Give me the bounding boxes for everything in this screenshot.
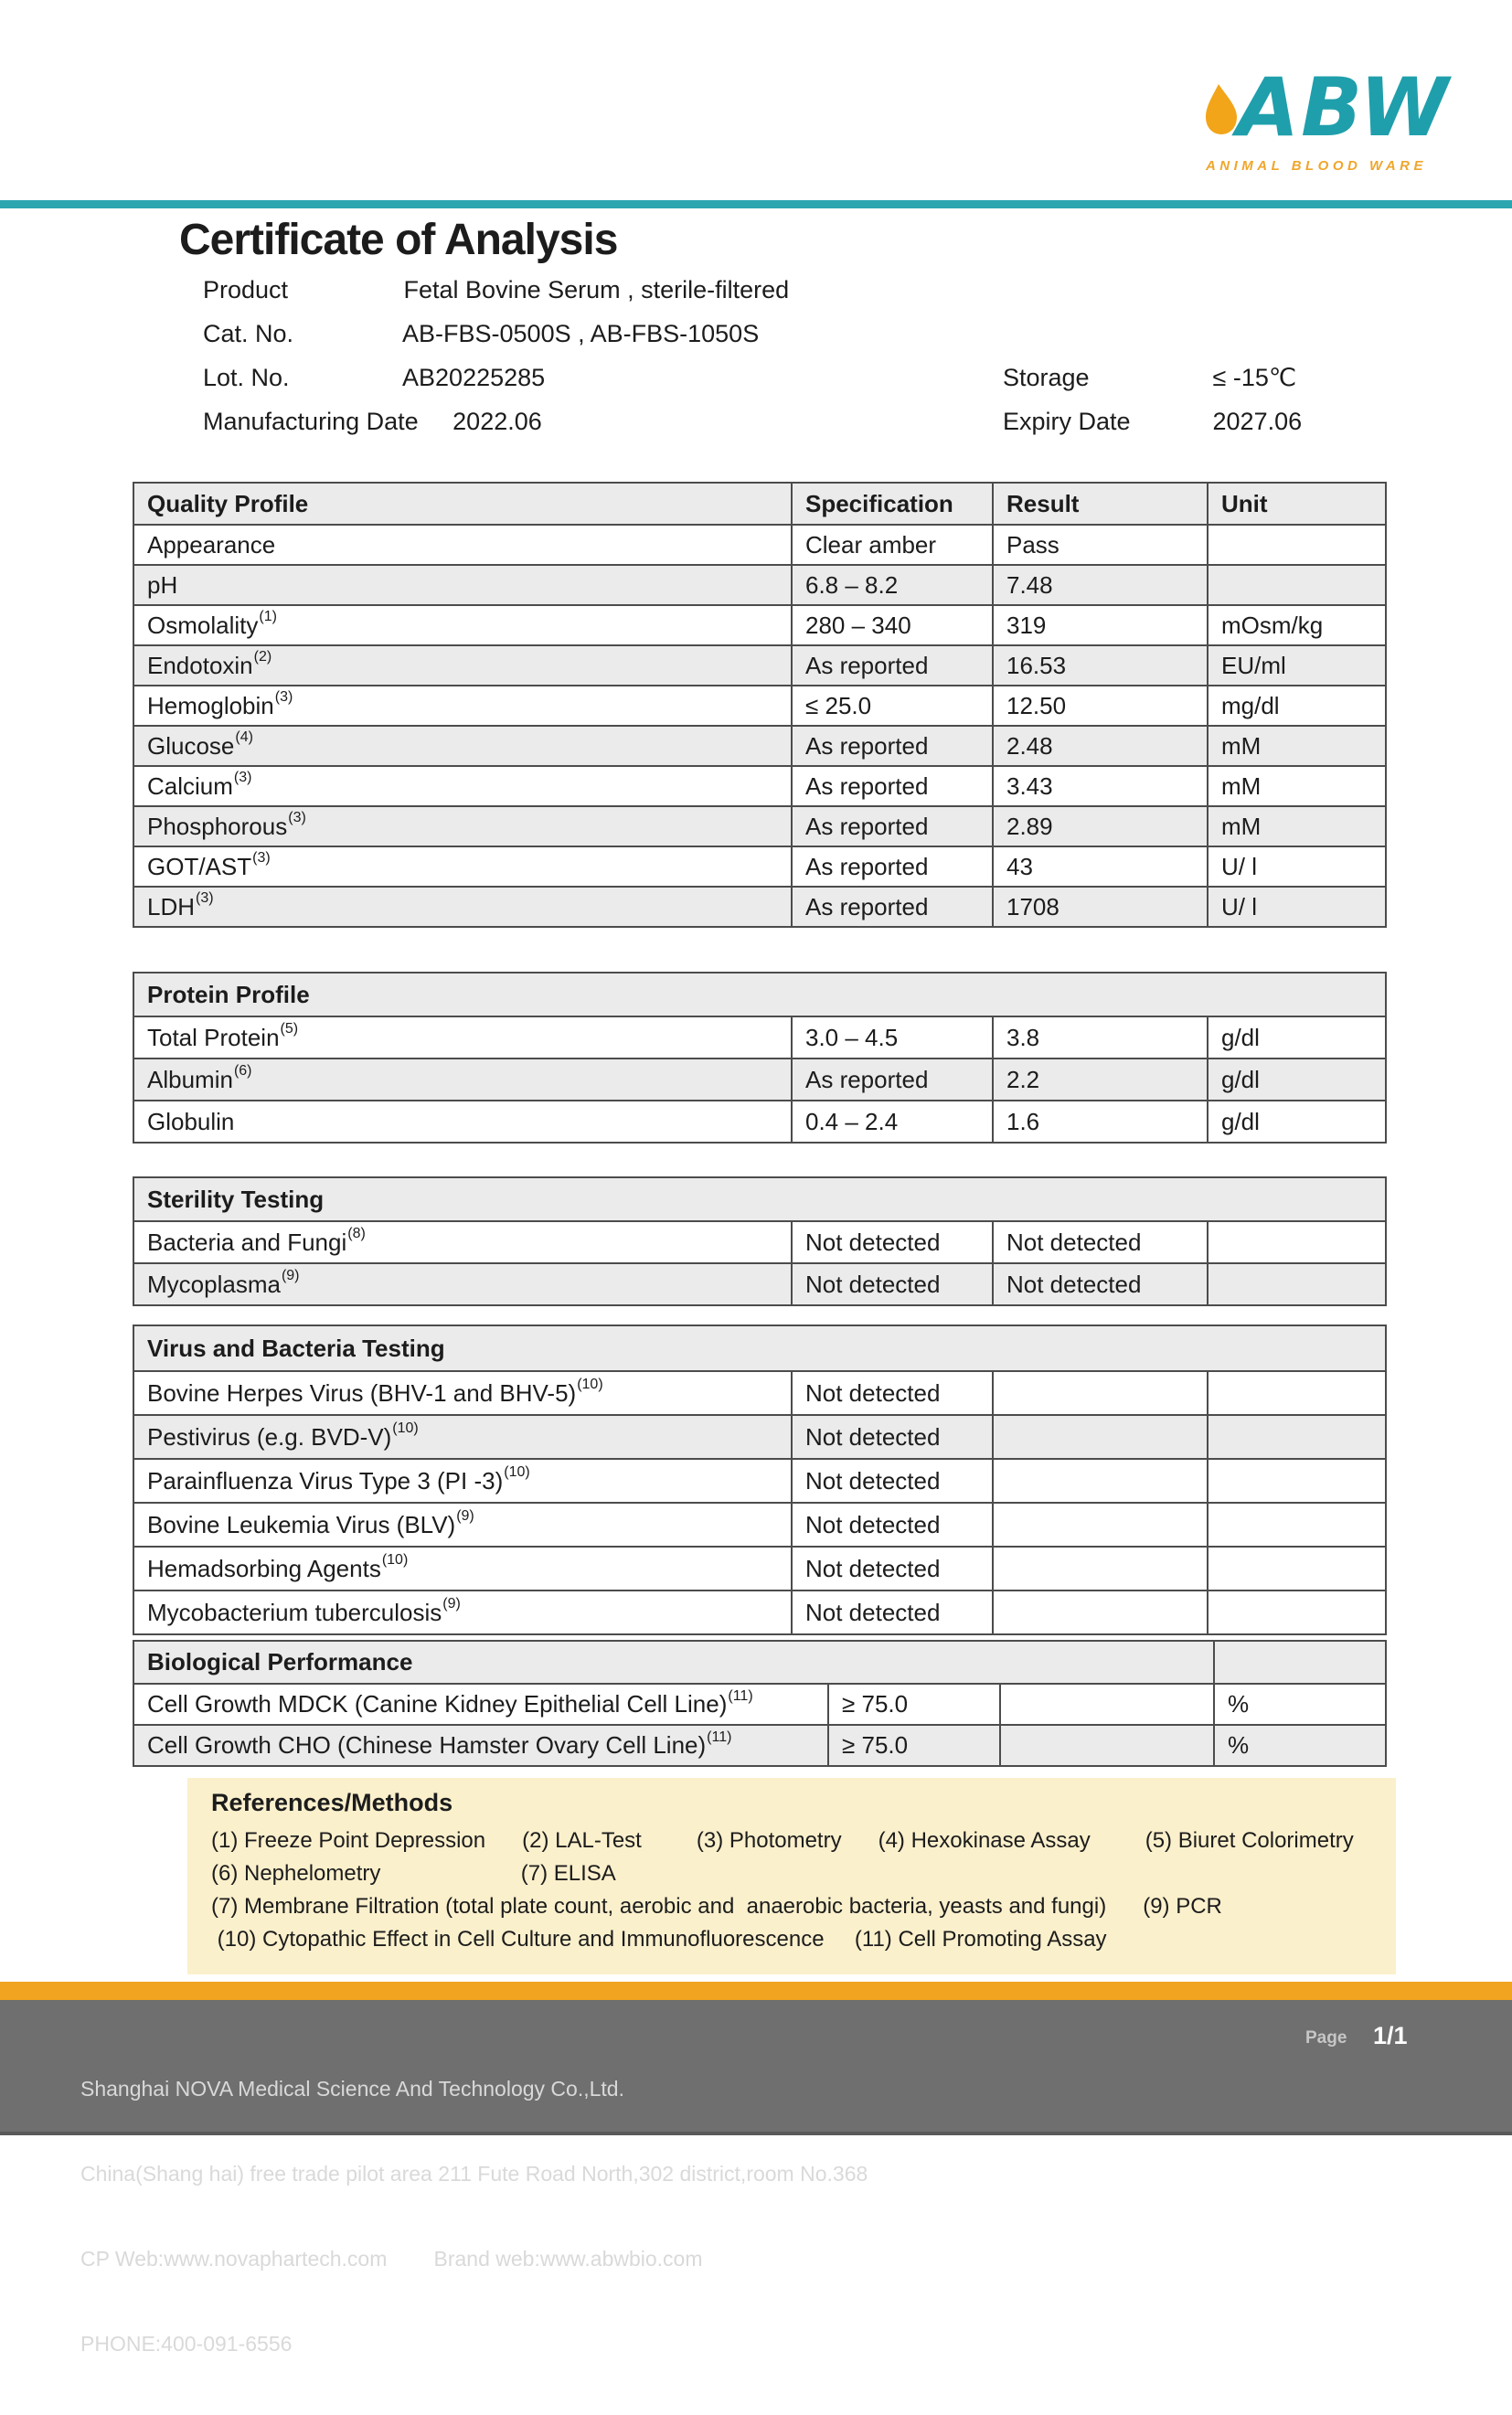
quality-profile-table	[133, 482, 1387, 928]
footer-accent-bar	[0, 1982, 1512, 2000]
table-row	[134, 604, 1385, 644]
cell-unit: %	[1228, 1690, 1250, 1718]
table-row	[134, 1683, 1385, 1724]
cell-name: Phosphorous (3)	[134, 807, 793, 846]
cell-unit: U/ l	[1221, 852, 1257, 880]
table-row	[134, 644, 1385, 685]
page-title: Certificate of Analysis	[179, 216, 618, 264]
cell-name: Mycoplasma (9)	[134, 1264, 793, 1304]
cell-unit: g/dl	[1221, 1023, 1260, 1051]
cell-spec: 3.0 – 4.5	[793, 1017, 994, 1058]
cell-result: 319	[994, 606, 1209, 644]
cell-unit: U/ l	[1221, 892, 1257, 920]
cell-name: Glucose (4)	[134, 727, 793, 765]
sterility-testing-table	[133, 1176, 1387, 1306]
cell-name: LDH (3)	[134, 888, 793, 926]
cell-unit	[1209, 566, 1385, 604]
cell-name: Endotoxin (2)	[134, 646, 793, 685]
abw-logo-mark	[1184, 44, 1449, 152]
biological-performance-table	[133, 1640, 1387, 1767]
storage-row	[1003, 364, 1296, 392]
cell-name: Bacteria and Fungi (8)	[134, 1222, 793, 1262]
cell-name: Globulin	[134, 1101, 793, 1142]
cell-unit	[1209, 1504, 1385, 1546]
header-divider	[0, 200, 1512, 208]
lot-no-value: AB20225285	[402, 364, 546, 391]
references-line: (7) Membrane Filtration (total plate count, aerobic and anaerobic bacteria, yeasts and fungi) (9) PCR	[211, 1894, 1222, 1919]
cell-result: 12.50	[994, 686, 1209, 725]
cell-result	[994, 1591, 1209, 1633]
cat-no-label: Cat. No.	[203, 320, 294, 347]
table-row	[134, 1370, 1385, 1414]
cell-result: 43	[994, 847, 1209, 886]
cell-result	[994, 1548, 1209, 1590]
cell-spec: Not detected	[793, 1416, 994, 1458]
table-row	[134, 805, 1385, 846]
header-empty	[1215, 1642, 1385, 1683]
table-row	[134, 725, 1385, 765]
cell-unit: mM	[1221, 812, 1262, 840]
cell-spec: Not detected	[793, 1222, 994, 1262]
mfg-date-value: 2022.06	[453, 408, 542, 435]
header-quality-profile: Quality Profile	[134, 484, 793, 524]
footer-websites: CP Web:www.novaphartech.com Brand web:www.abwbio.com	[80, 2247, 703, 2271]
cell-name: Parainfluenza Virus Type 3 (PI -3) (10)	[134, 1460, 793, 1502]
cell-unit	[1209, 1591, 1385, 1633]
table-row	[134, 1100, 1385, 1142]
cell-unit: g/dl	[1221, 1065, 1260, 1093]
table-row	[134, 1502, 1385, 1546]
table-row	[134, 1016, 1385, 1058]
mfg-date-label: Manufacturing Date	[203, 408, 419, 435]
cat-no-row	[203, 320, 759, 348]
header-virus-bacteria-testing: Virus and Bacteria Testing	[147, 1334, 445, 1362]
header-protein-profile: Protein Profile	[147, 980, 310, 1008]
cell-unit: EU/ml	[1221, 651, 1286, 679]
table-row	[134, 1220, 1385, 1262]
header-biological-performance: Biological Performance	[134, 1642, 1215, 1683]
cell-unit: mg/dl	[1221, 691, 1280, 719]
cell-name: Albumin (6)	[134, 1059, 793, 1100]
cell-result	[994, 1416, 1209, 1458]
references-line: (1) Freeze Point Depression (2) LAL-Test (3) Photometry (4) Hexokinase Assay (5) Biuret Colorimetry	[211, 1828, 1354, 1853]
cell-name: Appearance	[134, 526, 793, 564]
table-row	[134, 1414, 1385, 1458]
cell-spec: As reported	[793, 767, 994, 805]
table-row	[134, 1724, 1385, 1765]
cell-spec: As reported	[793, 727, 994, 765]
cell-name: Cell Growth MDCK (Canine Kidney Epithelial Cell Line) (11)	[134, 1685, 829, 1724]
cell-name: Hemadsorbing Agents (10)	[134, 1548, 793, 1590]
cell-result	[1001, 1685, 1215, 1724]
cell-result: 16.53	[994, 646, 1209, 685]
table-row	[134, 846, 1385, 886]
table-header-row	[134, 1642, 1385, 1683]
storage-label: Storage	[1003, 364, 1090, 391]
storage-value: ≤ -15℃	[1212, 364, 1297, 391]
cell-result	[1001, 1726, 1215, 1765]
cell-result: Pass	[994, 526, 1209, 564]
table-row	[134, 1262, 1385, 1304]
cat-no-value: AB-FBS-0500S , AB-FBS-1050S	[402, 320, 760, 347]
table-row	[134, 1058, 1385, 1100]
table-row	[134, 564, 1385, 604]
cell-spec: Not detected	[793, 1372, 994, 1414]
cell-spec: ≤ 25.0	[793, 686, 994, 725]
cell-spec: As reported	[793, 847, 994, 886]
cell-spec: As reported	[793, 646, 994, 685]
cell-result: 2.2	[994, 1059, 1209, 1100]
cell-result	[994, 1460, 1209, 1502]
cell-unit	[1209, 1548, 1385, 1590]
droplet-icon	[1206, 84, 1237, 134]
expiry-date-label: Expiry Date	[1003, 408, 1131, 435]
table-header-row	[134, 1178, 1385, 1220]
footer	[0, 2000, 1512, 2356]
table-row	[134, 886, 1385, 926]
footer-company: Shanghai NOVA Medical Science And Technology Co.,Ltd.	[80, 2077, 624, 2101]
cell-unit	[1209, 1372, 1385, 1414]
cell-spec: Clear amber	[793, 526, 994, 564]
cell-name: Bovine Leukemia Virus (BLV) (9)	[134, 1504, 793, 1546]
table-row	[134, 685, 1385, 725]
table-row	[134, 524, 1385, 564]
lot-no-row	[203, 364, 1336, 392]
cell-unit: mM	[1221, 771, 1262, 800]
product-label: Product	[203, 276, 289, 303]
cell-unit: mM	[1221, 731, 1262, 760]
cell-spec: Not detected	[793, 1460, 994, 1502]
table-row	[134, 765, 1385, 805]
page-number: 1/1	[1373, 2022, 1408, 2049]
mfg-date-row	[203, 408, 1336, 436]
footer-phone: PHONE:400-091-6556	[80, 2332, 293, 2356]
footer-contact-block	[80, 2018, 868, 2415]
cell-result: 7.48	[994, 566, 1209, 604]
lot-no-label: Lot. No.	[203, 364, 290, 391]
cell-spec: ≥ 75.0	[829, 1685, 1001, 1724]
cell-spec: As reported	[793, 807, 994, 846]
header-unit: Unit	[1221, 489, 1268, 517]
references-line: (6) Nephelometry (7) ELISA	[211, 1861, 616, 1886]
cell-unit	[1209, 1222, 1385, 1262]
cell-result: 3.43	[994, 767, 1209, 805]
cell-spec: Not detected	[793, 1548, 994, 1590]
cell-name: Calcium (3)	[134, 767, 793, 805]
references-line: (10) Cytopathic Effect in Cell Culture and Immunofluorescence (11) Cell Promoting Assay	[211, 1927, 1107, 1952]
product-row	[203, 276, 789, 304]
cell-result: Not detected	[994, 1264, 1209, 1304]
cell-spec: 280 – 340	[793, 606, 994, 644]
page-label: Page	[1305, 2028, 1347, 2048]
expiry-date-row	[1003, 408, 1302, 436]
table-header-row	[134, 973, 1385, 1016]
table-header-row	[134, 1326, 1385, 1370]
table-row	[134, 1590, 1385, 1633]
abw-logo-text: ABW	[1237, 60, 1451, 154]
abw-logo	[1184, 44, 1449, 174]
virus-bacteria-testing-table	[133, 1325, 1387, 1635]
header-result: Result	[994, 484, 1209, 524]
table-header-row	[134, 484, 1385, 524]
cell-name: Cell Growth CHO (Chinese Hamster Ovary Cell Line) (11)	[134, 1726, 829, 1765]
cell-result: 1.6	[994, 1101, 1209, 1142]
header-sterility-testing: Sterility Testing	[147, 1185, 325, 1213]
cell-result	[994, 1372, 1209, 1414]
protein-profile-table	[133, 972, 1387, 1144]
cell-name: Mycobacterium tuberculosis (9)	[134, 1591, 793, 1633]
product-value: Fetal Bovine Serum , sterile-filtered	[403, 276, 790, 303]
table-row	[134, 1458, 1385, 1502]
cell-name: Total Protein (5)	[134, 1017, 793, 1058]
cell-unit: mOsm/kg	[1221, 611, 1324, 639]
cell-name: GOT/AST (3)	[134, 847, 793, 886]
cell-name: Hemoglobin (3)	[134, 686, 793, 725]
cell-result: 1708	[994, 888, 1209, 926]
cell-spec: Not detected	[793, 1504, 994, 1546]
cell-result: 2.48	[994, 727, 1209, 765]
cell-result	[994, 1504, 1209, 1546]
footer-address: China(Shang hai) free trade pilot area 211 Fute Road North,302 district,room No.368	[80, 2162, 868, 2186]
cell-result: 2.89	[994, 807, 1209, 846]
cell-spec: Not detected	[793, 1591, 994, 1633]
cell-name: Osmolality (1)	[134, 606, 793, 644]
cell-spec: ≥ 75.0	[829, 1726, 1001, 1765]
cell-unit	[1209, 1460, 1385, 1502]
cell-unit: g/dl	[1221, 1107, 1260, 1135]
cell-result: Not detected	[994, 1222, 1209, 1262]
table-row	[134, 1546, 1385, 1590]
cell-result: 3.8	[994, 1017, 1209, 1058]
cell-name: Pestivirus (e.g. BVD-V) (10)	[134, 1416, 793, 1458]
header-specification: Specification	[793, 484, 994, 524]
cell-name: pH	[134, 566, 793, 604]
logo-tagline: ANIMAL BLOOD WARE	[1205, 158, 1428, 174]
cell-spec: 6.8 – 8.2	[793, 566, 994, 604]
references-title: References/Methods	[211, 1789, 453, 1816]
references-methods-section	[187, 1778, 1396, 1974]
cell-unit	[1209, 526, 1385, 564]
cell-unit	[1209, 1264, 1385, 1304]
cell-spec: Not detected	[793, 1264, 994, 1304]
cell-unit: %	[1228, 1731, 1250, 1759]
cell-spec: As reported	[793, 1059, 994, 1100]
cell-spec: 0.4 – 2.4	[793, 1101, 994, 1142]
cell-unit	[1209, 1416, 1385, 1458]
cell-spec: As reported	[793, 888, 994, 926]
expiry-date-value: 2027.06	[1212, 408, 1303, 435]
cell-name: Bovine Herpes Virus (BHV-1 and BHV-5) (10)	[134, 1372, 793, 1414]
